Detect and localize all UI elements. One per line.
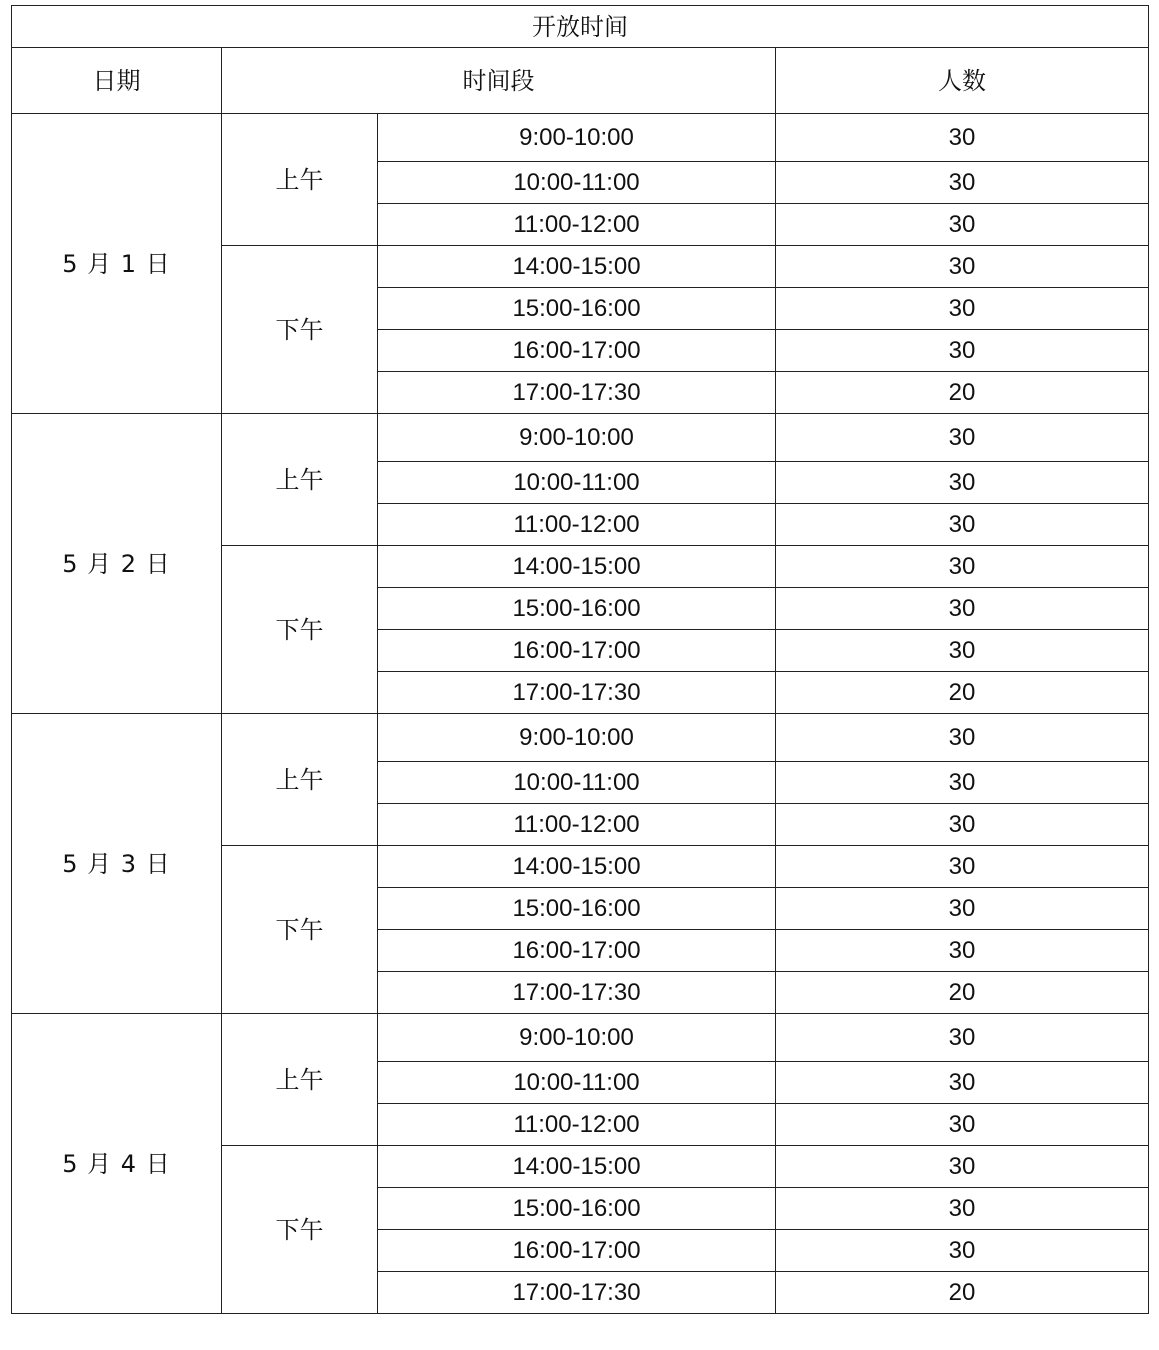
time-slot-cell: 15:00-16:00 <box>378 288 776 330</box>
count-cell: 30 <box>776 846 1149 888</box>
count-cell: 30 <box>776 330 1149 372</box>
table-title: 开放时间 <box>12 6 1149 48</box>
count-cell: 20 <box>776 672 1149 714</box>
time-slot-cell: 10:00-11:00 <box>378 462 776 504</box>
time-slot-cell: 16:00-17:00 <box>378 630 776 672</box>
time-slot-cell: 9:00-10:00 <box>378 1014 776 1062</box>
count-cell: 30 <box>776 1104 1149 1146</box>
time-slot-cell: 11:00-12:00 <box>378 804 776 846</box>
count-cell: 30 <box>776 462 1149 504</box>
time-slot-cell: 11:00-12:00 <box>378 204 776 246</box>
count-cell: 30 <box>776 1230 1149 1272</box>
time-slot-cell: 15:00-16:00 <box>378 888 776 930</box>
count-cell: 20 <box>776 372 1149 414</box>
table-row <box>12 1014 1149 1062</box>
count-cell: 30 <box>776 588 1149 630</box>
period-cell: 上午 <box>222 1014 378 1146</box>
period-cell: 下午 <box>222 846 378 1014</box>
time-slot-cell: 16:00-17:00 <box>378 330 776 372</box>
period-cell: 上午 <box>222 114 378 246</box>
count-cell: 30 <box>776 246 1149 288</box>
table-title-row <box>12 6 1149 48</box>
period-cell: 下午 <box>222 1146 378 1314</box>
time-slot-cell: 14:00-15:00 <box>378 246 776 288</box>
time-slot-cell: 9:00-10:00 <box>378 114 776 162</box>
count-cell: 30 <box>776 762 1149 804</box>
time-slot-cell: 11:00-12:00 <box>378 504 776 546</box>
time-slot-cell: 15:00-16:00 <box>378 588 776 630</box>
time-slot-cell: 17:00-17:30 <box>378 972 776 1014</box>
header-count: 人数 <box>776 48 1149 114</box>
date-cell: 5 月 4 日 <box>12 1014 222 1314</box>
count-cell: 30 <box>776 630 1149 672</box>
count-cell: 20 <box>776 1272 1149 1314</box>
time-slot-cell: 17:00-17:30 <box>378 372 776 414</box>
date-cell: 5 月 3 日 <box>12 714 222 1014</box>
count-cell: 30 <box>776 1014 1149 1062</box>
count-cell: 20 <box>776 972 1149 1014</box>
opening-hours-table <box>11 5 1149 1314</box>
count-cell: 30 <box>776 288 1149 330</box>
table-row <box>12 114 1149 162</box>
time-slot-cell: 9:00-10:00 <box>378 414 776 462</box>
header-date: 日期 <box>12 48 222 114</box>
time-slot-cell: 16:00-17:00 <box>378 1230 776 1272</box>
time-slot-cell: 9:00-10:00 <box>378 714 776 762</box>
count-cell: 30 <box>776 204 1149 246</box>
count-cell: 30 <box>776 714 1149 762</box>
time-slot-cell: 10:00-11:00 <box>378 162 776 204</box>
count-cell: 30 <box>776 162 1149 204</box>
table-header-row <box>12 48 1149 114</box>
time-slot-cell: 11:00-12:00 <box>378 1104 776 1146</box>
header-time-slot: 时间段 <box>222 48 776 114</box>
time-slot-cell: 14:00-15:00 <box>378 1146 776 1188</box>
time-slot-cell: 10:00-11:00 <box>378 762 776 804</box>
time-slot-cell: 16:00-17:00 <box>378 930 776 972</box>
period-cell: 下午 <box>222 546 378 714</box>
time-slot-cell: 14:00-15:00 <box>378 846 776 888</box>
time-slot-cell: 17:00-17:30 <box>378 1272 776 1314</box>
count-cell: 30 <box>776 1062 1149 1104</box>
time-slot-cell: 15:00-16:00 <box>378 1188 776 1230</box>
count-cell: 30 <box>776 1188 1149 1230</box>
table-body <box>12 114 1149 1314</box>
date-cell: 5 月 2 日 <box>12 414 222 714</box>
count-cell: 30 <box>776 804 1149 846</box>
time-slot-cell: 14:00-15:00 <box>378 546 776 588</box>
count-cell: 30 <box>776 930 1149 972</box>
table-row <box>12 714 1149 762</box>
count-cell: 30 <box>776 504 1149 546</box>
period-cell: 下午 <box>222 246 378 414</box>
time-slot-cell: 17:00-17:30 <box>378 672 776 714</box>
table-row <box>12 414 1149 462</box>
date-cell: 5 月 1 日 <box>12 114 222 414</box>
count-cell: 30 <box>776 546 1149 588</box>
count-cell: 30 <box>776 1146 1149 1188</box>
count-cell: 30 <box>776 414 1149 462</box>
count-cell: 30 <box>776 114 1149 162</box>
time-slot-cell: 10:00-11:00 <box>378 1062 776 1104</box>
period-cell: 上午 <box>222 714 378 846</box>
period-cell: 上午 <box>222 414 378 546</box>
count-cell: 30 <box>776 888 1149 930</box>
